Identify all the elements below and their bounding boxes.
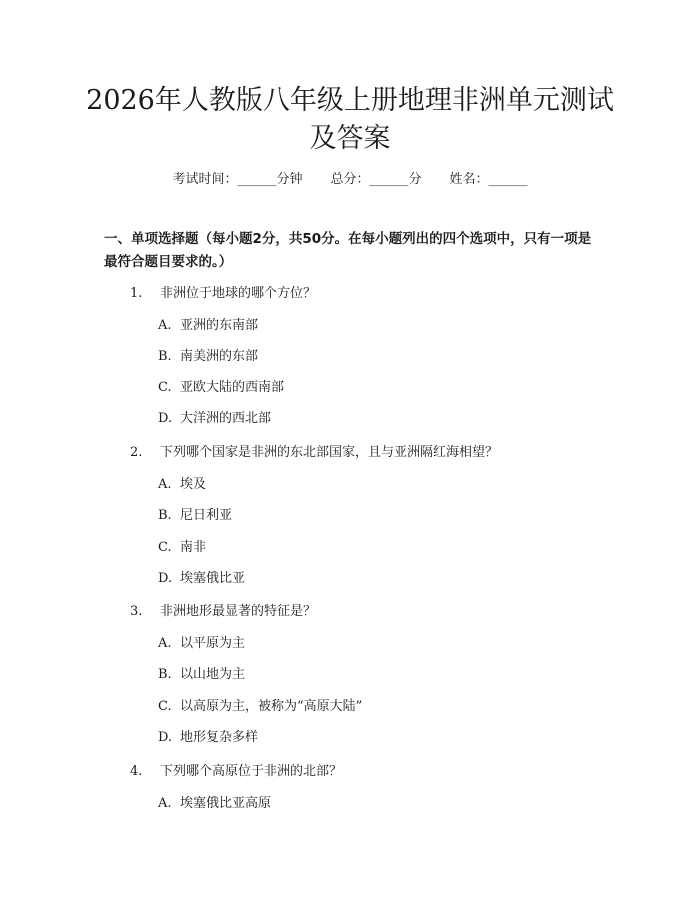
option-2c (158, 536, 206, 555)
exam-time-label: 考试时间：______分钟 (172, 172, 303, 187)
question-number: 1. (130, 286, 143, 301)
option-letter: D. (158, 411, 173, 426)
option-letter: C. (158, 540, 172, 555)
question-number: 2. (130, 445, 143, 460)
option-1b (158, 345, 258, 364)
option-letter: D. (158, 730, 173, 745)
question-number: 3. (130, 604, 143, 619)
option-1d (158, 407, 271, 426)
option-3c (158, 695, 362, 714)
student-name-label: 姓名：______ (449, 172, 528, 187)
question-1 (130, 282, 316, 301)
document-title: 2026年人教版八年级上册地理非洲单元测试及答案 (86, 85, 614, 154)
option-letter: B. (158, 349, 172, 364)
option-2a (158, 473, 206, 492)
option-letter: A. (158, 477, 172, 492)
option-text: 以高原为主，被称为“高原大陆” (180, 699, 363, 714)
question-text: 非洲位于地球的哪个方位？ (160, 286, 317, 301)
option-letter: A. (158, 796, 172, 811)
option-text: 以平原为主 (180, 636, 246, 651)
question-2 (130, 441, 498, 460)
option-letter: C. (158, 699, 172, 714)
option-3a (158, 632, 245, 651)
option-text: 亚欧大陆的西南部 (180, 380, 285, 395)
option-letter: B. (158, 667, 172, 682)
option-text: 埃塞俄比亚 (180, 571, 246, 586)
option-2d (158, 567, 245, 586)
option-1a (158, 314, 258, 333)
option-letter: C. (158, 380, 172, 395)
option-letter: A. (158, 318, 172, 333)
total-score-label: 总分：______分 (330, 172, 422, 187)
option-1c (158, 376, 284, 395)
option-text: 尼日利亚 (180, 508, 233, 523)
option-text: 地形复杂多样 (180, 730, 259, 745)
exam-meta-line (0, 168, 700, 187)
option-text: 以山地为主 (180, 667, 246, 682)
option-text: 埃及 (180, 477, 207, 492)
question-4 (130, 760, 342, 779)
option-text: 埃塞俄比亚高原 (180, 796, 272, 811)
section-heading: 一、单项选择题（每小题2分，共50分。在每小题列出的四个选项中，只有一项是最符合题目要求的。） (104, 231, 592, 270)
question-text: 下列哪个高原位于非洲的北部？ (160, 764, 343, 779)
question-number: 4. (130, 764, 143, 779)
option-text: 亚洲的东南部 (180, 318, 259, 333)
option-2b (158, 504, 232, 523)
option-text: 大洋洲的西北部 (180, 411, 272, 426)
option-letter: B. (158, 508, 172, 523)
question-3 (130, 600, 316, 619)
option-3d (158, 726, 258, 745)
option-letter: A. (158, 636, 172, 651)
option-3b (158, 663, 245, 682)
option-4a (158, 792, 271, 811)
question-text: 非洲地形最显著的特征是？ (160, 604, 317, 619)
option-letter: D. (158, 571, 173, 586)
option-text: 南美洲的东部 (180, 349, 259, 364)
option-text: 南非 (180, 540, 207, 555)
question-text: 下列哪个国家是非洲的东北部国家，且与亚洲隔红海相望？ (160, 445, 499, 460)
